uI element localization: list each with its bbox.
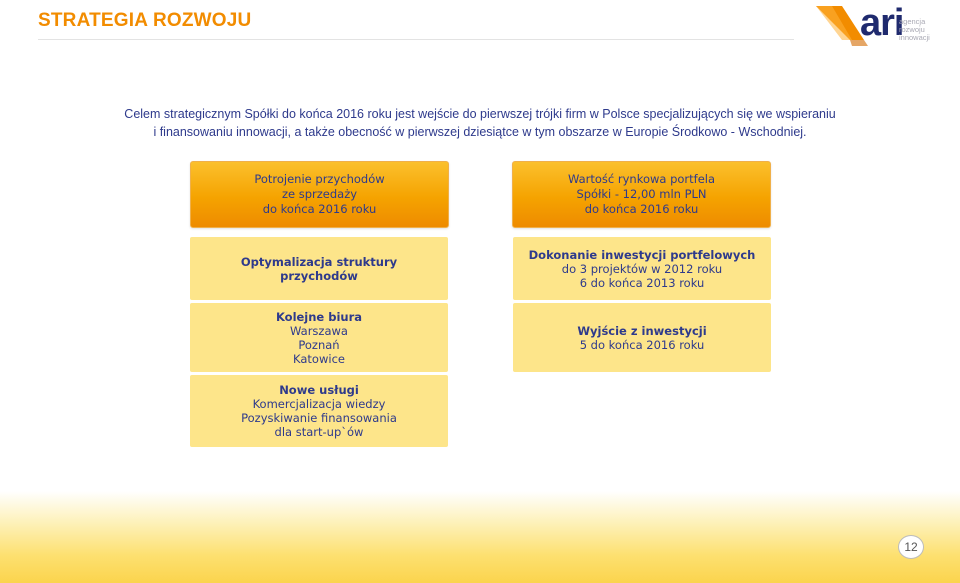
goal-line: do końca 2016 roku [262, 202, 377, 216]
cell-line: Poznań [298, 337, 340, 352]
goal-line: Wartość rynkowa portfela [567, 172, 716, 186]
cell-line: Komercjalizacja wiedzy [252, 397, 386, 411]
strategy-cell-portfolio-investments [513, 237, 771, 300]
cell-heading: Dokonanie inwestycji portfelowych [528, 247, 756, 262]
header-divider [38, 39, 794, 40]
goal-line: Potrojenie przychodów [254, 172, 385, 186]
intro-line: Celem strategicznym Spółki do końca 2016 roku jest wejście do pierwszej trójki firm w Polsce specjalizujących się we wspieraniu [124, 107, 836, 121]
cell-line: 6 do końca 2013 roku [579, 275, 705, 290]
cell-heading: Wyjście z inwestycji [577, 323, 707, 338]
cell-heading: Optymalizacja struktury [240, 254, 398, 269]
intro-line: i finansowaniu innowacji, a także obecność w pierwszej dziesiątce w tym obszarze w Europie Środkowo - Wschodniej. [153, 125, 807, 139]
cell-line: Warszawa [290, 323, 348, 338]
cell-heading: Kolejne biura [275, 309, 363, 324]
strategy-cell-revenue-structure [190, 237, 448, 300]
strategy-cell-offices [190, 303, 448, 372]
cell-line: Pozyskiwanie finansowania [241, 411, 397, 425]
logo-word: ari [860, 2, 904, 44]
goal-box-revenue [190, 161, 449, 228]
logo-tagline-line: rozwoju [899, 25, 925, 34]
cell-line: do 3 projektów w 2012 roku [561, 261, 723, 276]
logo-tagline-line: agencja [899, 17, 926, 26]
cell-line: dla start-up`ów [274, 425, 364, 439]
logo-tagline-line: innowacji [899, 33, 930, 42]
cell-line: Katowice [293, 351, 345, 366]
strategy-cell-new-services [190, 375, 448, 447]
cell-line: 5 do końca 2016 roku [579, 337, 705, 352]
logo-tagline [899, 18, 930, 42]
page-title: STRATEGIA ROZWOJU [38, 10, 252, 31]
page-number: 12 [898, 535, 924, 559]
goal-box-portfolio [512, 161, 771, 228]
intro-text [60, 105, 900, 141]
company-logo [812, 2, 942, 46]
strategy-cell-investment-exits [513, 303, 771, 372]
cell-heading: przychodów [280, 268, 358, 283]
cell-heading: Nowe usługi [279, 383, 359, 397]
goal-line: do końca 2016 roku [584, 202, 699, 216]
footer-bar [0, 491, 960, 583]
goal-line: ze sprzedaży [281, 187, 358, 201]
goal-line: Spółki - 12,00 mln PLN [576, 187, 707, 201]
